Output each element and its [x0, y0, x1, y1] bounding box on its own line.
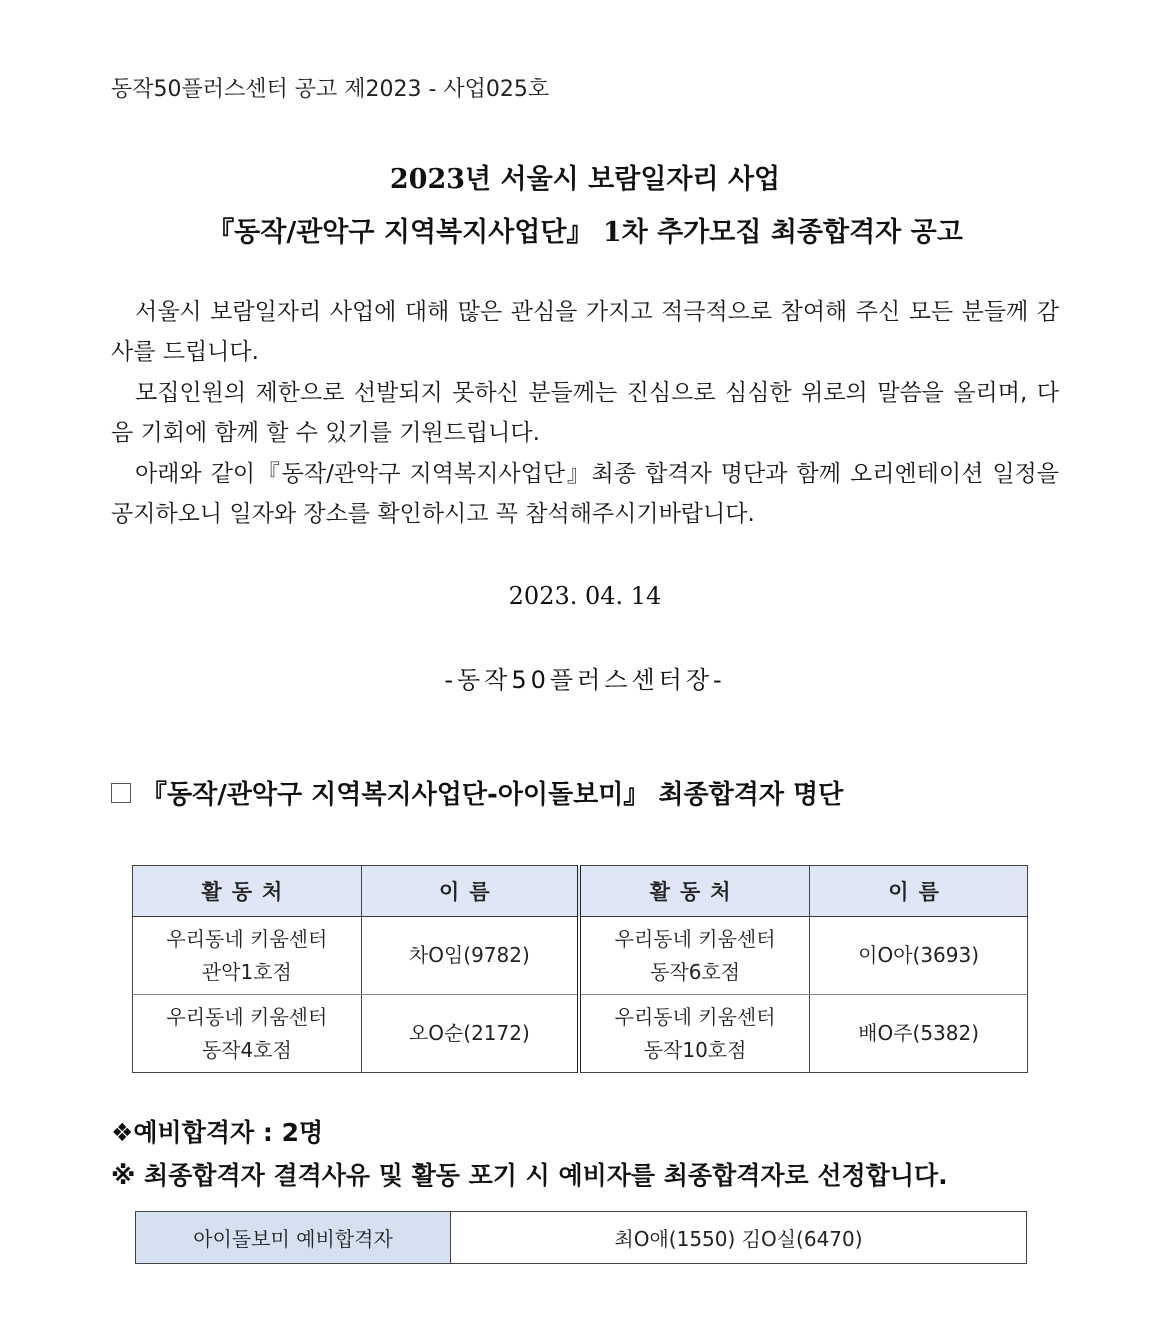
column-header-name: 이름: [810, 866, 1028, 917]
paragraph-text: 모집인원의 제한으로 선발되지 못하신 분들께는 진심으로 심심한 위로의 말씀을 올리며, 다음 기회에 함께 할 수 있기를 기원드립니다.: [111, 380, 1059, 446]
roster-heading: [111, 774, 843, 811]
name-cell: 이O아(3693): [810, 917, 1028, 995]
reserve-table: [135, 1211, 1027, 1264]
title-line-1: 2023년 서울시 보람일자리 사업: [389, 164, 781, 195]
place-cell: [133, 995, 362, 1073]
name-cell: 배O주(5382): [810, 995, 1028, 1073]
place-cell: [133, 917, 362, 995]
reserve-names-cell: 최O애(1550) 김O실(6470): [451, 1212, 1027, 1264]
place-line-1: 우리동네 키움센터: [166, 926, 328, 951]
place-line-2: 동작10호점: [643, 1037, 747, 1062]
announcement-date: 2023. 04. 14: [508, 582, 662, 610]
final-roster-table: [132, 865, 1028, 1073]
signer: -동작50플러스센터장-: [444, 666, 726, 694]
intro-paragraph-2: [111, 373, 1059, 453]
document-number: 동작50플러스센터 공고 제2023 - 사업025호: [111, 77, 550, 102]
table-row: [136, 1212, 1027, 1264]
place-cell: [579, 917, 810, 995]
table-header-row: [133, 866, 1028, 917]
reserve-label-cell: 아이돌보미 예비합격자: [136, 1212, 451, 1264]
column-header-place: 활동처: [579, 866, 810, 917]
place-cell: [579, 995, 810, 1073]
place-line-2: 관악1호점: [201, 959, 292, 984]
reserve-heading: ❖예비합격자 : 2명: [111, 1118, 324, 1147]
checkbox-icon: [111, 783, 131, 803]
name-cell: 오O순(2172): [361, 995, 579, 1073]
roster-heading-text: 『동작/관악구 지역복지사업단-아이돌보미』 최종합격자 명단: [141, 780, 844, 810]
column-header-name: 이름: [361, 866, 579, 917]
place-line-1: 우리동네 키움센터: [614, 1004, 776, 1029]
title-line-2: 『동작/관악구 지역복지사업단』 1차 추가모집 최종합격자 공고: [207, 217, 963, 248]
table-row: [133, 917, 1028, 995]
paragraph-text: 서울시 보람일자리 사업에 대해 많은 관심을 가지고 적극적으로 참여해 주신 모든 분들께 감사를 드립니다.: [111, 299, 1059, 365]
intro-paragraph-3: [111, 454, 1059, 534]
place-line-2: 동작6호점: [650, 959, 741, 984]
intro-paragraph-1: [111, 292, 1059, 372]
column-header-place: 활동처: [133, 866, 362, 917]
table-row: [133, 995, 1028, 1073]
paragraph-text: 아래와 같이『동작/관악구 지역복지사업단』최종 합격자 명단과 함께 오리엔테이션 일정을 공지하오니 일자와 장소를 확인하시고 꼭 참석해주시기바랍니다.: [111, 461, 1059, 527]
reserve-note: ※ 최종합격자 결격사유 및 활동 포기 시 예비자를 최종합격자로 선정합니다.: [111, 1161, 948, 1190]
name-cell: 차O임(9782): [361, 917, 579, 995]
place-line-2: 동작4호점: [201, 1037, 292, 1062]
place-line-1: 우리동네 키움센터: [166, 1004, 328, 1029]
place-line-1: 우리동네 키움센터: [614, 926, 776, 951]
